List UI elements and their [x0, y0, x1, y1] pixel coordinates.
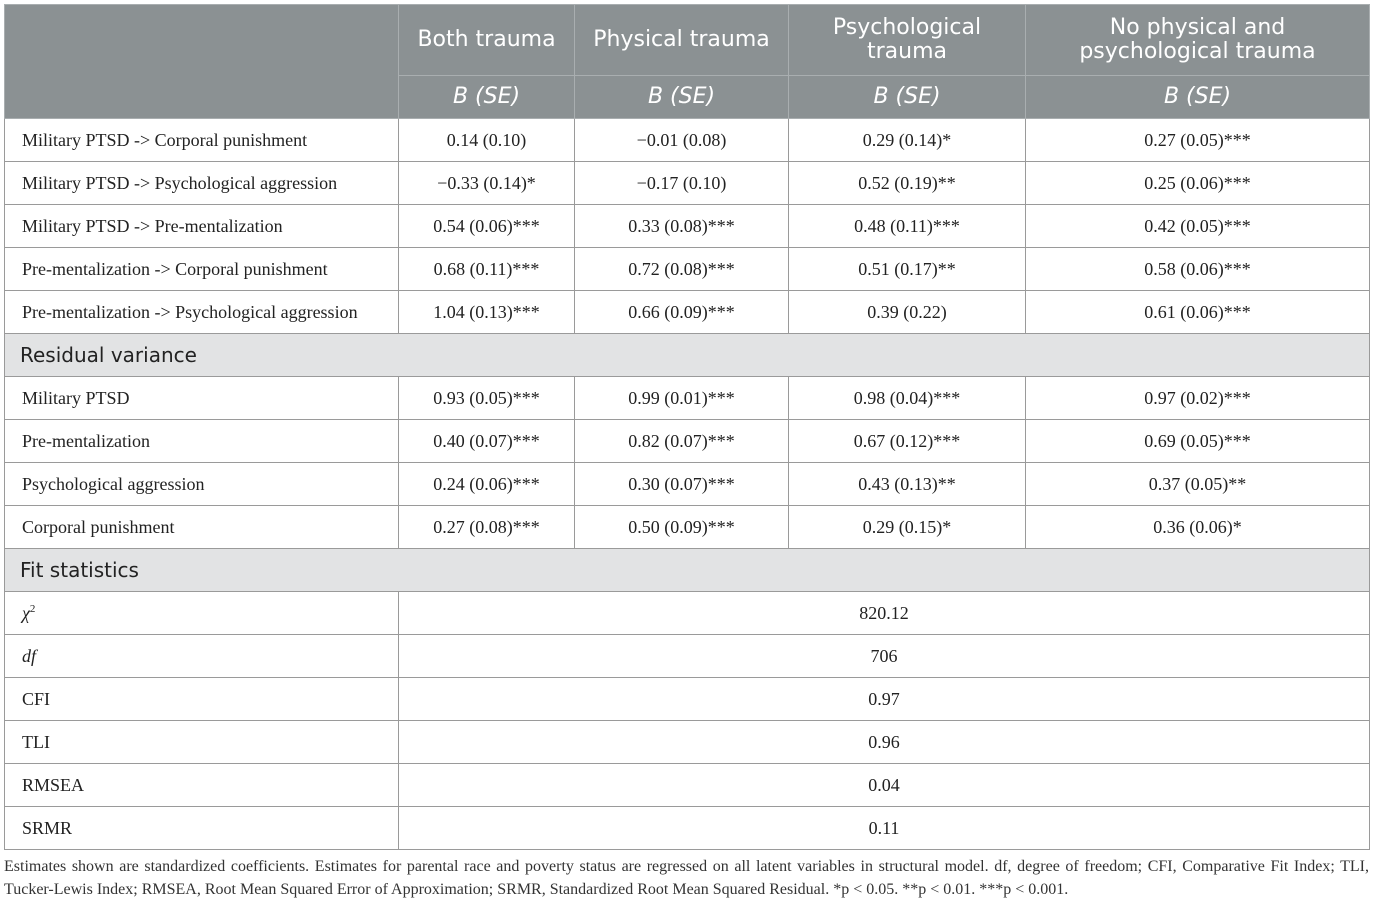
row-label: TLI — [5, 721, 399, 764]
table-cell: −0.17 (0.10) — [575, 162, 789, 205]
table-cell: 820.12 — [399, 592, 1370, 635]
table-cell: 0.33 (0.08)*** — [575, 205, 789, 248]
table-cell: 0.72 (0.08)*** — [575, 248, 789, 291]
table-cell: 0.93 (0.05)*** — [399, 377, 575, 420]
row-label: CFI — [5, 678, 399, 721]
subheader-cell: B (SE) — [789, 76, 1026, 119]
row-label: RMSEA — [5, 764, 399, 807]
table-cell: −0.33 (0.14)* — [399, 162, 575, 205]
table-row — [5, 635, 1370, 678]
table-cell: 0.25 (0.06)*** — [1026, 162, 1370, 205]
table-row — [5, 764, 1370, 807]
row-label: Psychological aggression — [5, 463, 399, 506]
results-table-container — [4, 4, 1369, 850]
table-cell: 0.27 (0.05)*** — [1026, 119, 1370, 162]
chi-square-symbol: χ — [22, 602, 30, 623]
table-footnote: Estimates shown are standardized coefficients. Estimates for parental race and poverty status are regressed on all latent variables in structural model. df, degree of freedom; CFI, Comparative Fit Index; TLI, Tucker-Lewis Index; RMSEA, Root Mean Squared Error of Approximation; SRMR, Standardized Root Mean Squared Residual. *p < 0.05. **p < 0.01. ***p < 0.001. — [4, 858, 1369, 898]
table-cell: 0.82 (0.07)*** — [575, 420, 789, 463]
header-both-trauma: Both trauma — [399, 5, 575, 76]
table-row — [5, 119, 1370, 162]
table-cell: 0.50 (0.09)*** — [575, 506, 789, 549]
subheader-cell: B (SE) — [399, 76, 575, 119]
table-row — [5, 377, 1370, 420]
table-cell: 0.51 (0.17)** — [789, 248, 1026, 291]
results-table — [4, 4, 1370, 850]
table-cell: 0.37 (0.05)** — [1026, 463, 1370, 506]
table-cell: 0.48 (0.11)*** — [789, 205, 1026, 248]
table-cell: 0.96 — [399, 721, 1370, 764]
row-label — [5, 635, 399, 678]
table-cell: 0.61 (0.06)*** — [1026, 291, 1370, 334]
row-label: Military PTSD -> Pre-mentalization — [5, 205, 399, 248]
header-physical-trauma: Physical trauma — [575, 5, 789, 76]
row-label: SRMR — [5, 807, 399, 850]
table-row — [5, 721, 1370, 764]
table-cell: 0.68 (0.11)*** — [399, 248, 575, 291]
table-cell: 0.39 (0.22) — [789, 291, 1026, 334]
table-cell: 0.67 (0.12)*** — [789, 420, 1026, 463]
table-cell: 0.14 (0.10) — [399, 119, 575, 162]
row-label: Military PTSD -> Corporal punishment — [5, 119, 399, 162]
row-label: Military PTSD -> Psychological aggression — [5, 162, 399, 205]
table-row — [5, 592, 1370, 635]
table-cell: 0.40 (0.07)*** — [399, 420, 575, 463]
table-cell: 0.29 (0.15)* — [789, 506, 1026, 549]
row-label — [5, 592, 399, 635]
table-row — [5, 162, 1370, 205]
table-cell: 1.04 (0.13)*** — [399, 291, 575, 334]
table-cell: 0.98 (0.04)*** — [789, 377, 1026, 420]
subheader-cell: B (SE) — [575, 76, 789, 119]
table-cell: 0.11 — [399, 807, 1370, 850]
table-cell: 0.66 (0.09)*** — [575, 291, 789, 334]
table-row — [5, 463, 1370, 506]
table-row — [5, 506, 1370, 549]
table-cell: 0.42 (0.05)*** — [1026, 205, 1370, 248]
row-label: Pre-mentalization — [5, 420, 399, 463]
table-row — [5, 678, 1370, 721]
table-cell: 0.29 (0.14)* — [789, 119, 1026, 162]
table-row — [5, 291, 1370, 334]
section-row-residual — [5, 334, 1370, 377]
table-cell: 0.52 (0.19)** — [789, 162, 1026, 205]
df-label: df — [22, 645, 37, 666]
table-cell: 0.54 (0.06)*** — [399, 205, 575, 248]
table-cell: 0.69 (0.05)*** — [1026, 420, 1370, 463]
table-cell: 0.04 — [399, 764, 1370, 807]
row-label: Pre-mentalization -> Psychological aggression — [5, 291, 399, 334]
table-cell: 0.97 — [399, 678, 1370, 721]
header-cell-empty — [5, 5, 399, 119]
header-no-trauma: No physical and psychological trauma — [1026, 5, 1370, 76]
section-row-fit — [5, 549, 1370, 592]
table-row — [5, 205, 1370, 248]
table-cell: 0.58 (0.06)*** — [1026, 248, 1370, 291]
header-psychological-trauma: Psychological trauma — [789, 5, 1026, 76]
table-row — [5, 420, 1370, 463]
header-row — [5, 5, 1370, 76]
row-label: Corporal punishment — [5, 506, 399, 549]
table-cell: 0.36 (0.06)* — [1026, 506, 1370, 549]
table-cell: 0.27 (0.08)*** — [399, 506, 575, 549]
table-cell: 0.99 (0.01)*** — [575, 377, 789, 420]
section-title: Residual variance — [5, 334, 1370, 377]
superscript: 2 — [29, 602, 36, 615]
table-cell: 706 — [399, 635, 1370, 678]
table-cell: 0.43 (0.13)** — [789, 463, 1026, 506]
table-cell: 0.97 (0.02)*** — [1026, 377, 1370, 420]
row-label: Pre-mentalization -> Corporal punishment — [5, 248, 399, 291]
row-label: Military PTSD — [5, 377, 399, 420]
section-title: Fit statistics — [5, 549, 1370, 592]
table-cell: 0.30 (0.07)*** — [575, 463, 789, 506]
table-cell: −0.01 (0.08) — [575, 119, 789, 162]
table-row — [5, 807, 1370, 850]
subheader-cell: B (SE) — [1026, 76, 1370, 119]
table-cell: 0.24 (0.06)*** — [399, 463, 575, 506]
table-row — [5, 248, 1370, 291]
